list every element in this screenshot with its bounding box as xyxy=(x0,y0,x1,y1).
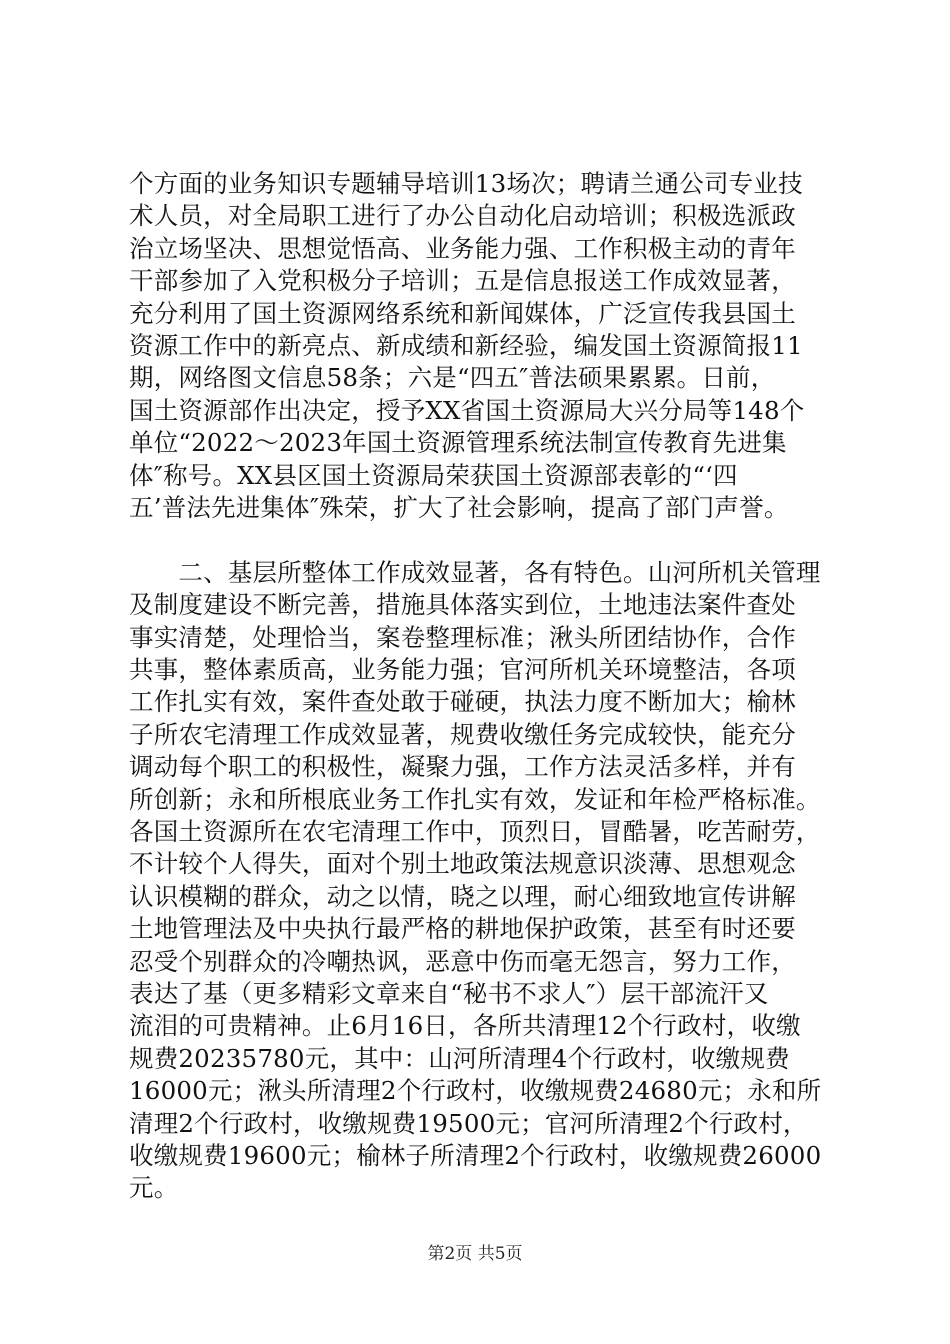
text-line: 工作扎实有效，案件查处敢于碰硬，执法力度不断加大；榆林 xyxy=(129,687,796,717)
text-line: 术人员，对全局职工进行了办公自动化启动培训；积极选派政 xyxy=(129,201,796,231)
text-line: 规费20235780元，其中：山河所清理4个行政村，收缴规费 xyxy=(129,1043,790,1073)
text-line: 表达了基（更多精彩文章来自“秘书不求人″）层干部流汗又 xyxy=(129,979,769,1008)
text-line: 16000元；湫头所清理2个行政村，收缴规费24680元；永和所 xyxy=(129,1076,822,1106)
text-line: 期，网络图文信息58条；六是“四五″普法硕果累累。日前， xyxy=(129,363,776,393)
text-line: 充分利用了国土资源网络系统和新闻媒体，广泛宣传我县国土 xyxy=(129,298,796,328)
text-line: 及制度建设不断完善，措施具体落实到位，土地违法案件查处 xyxy=(129,590,796,620)
text-line: 子所农宅清理工作成效显著，规费收缴任务完成较快，能充分 xyxy=(129,719,796,749)
text-line: 个方面的业务知识专题辅导培训13场次；聘请兰通公司专业技 xyxy=(129,169,803,198)
text-line: 五’普法先进集体″殊荣，扩大了社会影响，提高了部门声誉。 xyxy=(129,493,789,522)
text-line: 事实清楚，处理恰当，案卷整理标准；湫头所团结协作，合作 xyxy=(129,622,796,652)
text-line: 土地管理法及中央执行最严格的耕地保护政策，甚至有时还要 xyxy=(129,914,796,944)
page-footer: 第2页 共5页 xyxy=(427,1244,523,1264)
text-line: 干部参加了入党积极分子培训；五是信息报送工作成效显著， xyxy=(129,266,796,296)
text-line: 清理2个行政村，收缴规费19500元；官河所清理2个行政村， xyxy=(129,1108,808,1138)
text-line: 国土资源部作出决定，授予XX省国土资源局大兴分局等148个 xyxy=(129,395,805,425)
text-line: 单位“2022～2023年国土资源管理系统法制宣传教育先进集 xyxy=(129,428,787,458)
text-line: 所创新；永和所根底业务工作扎实有效，发证和年检严格标准。 xyxy=(129,784,821,814)
text-line: 元。 xyxy=(129,1173,179,1203)
text-line: 调动每个职工的积极性，凝聚力强，工作方法灵活多样，并有 xyxy=(129,752,796,782)
text-line: 收缴规费19600元；榆林子所清理2个行政村，收缴规费26000 xyxy=(129,1141,822,1170)
text-line: 各国土资源所在农宅清理工作中，顶烈日，冒酷暑，吃苦耐劳， xyxy=(129,817,821,846)
text-line: 流泪的可贵精神。止6月16日，各所共清理12个行政村，收缴 xyxy=(129,1011,801,1041)
text-line: 治立场坚决、思想觉悟高、业务能力强、工作积极主动的青年 xyxy=(129,233,796,263)
text-line: 资源工作中的新亮点、新成绩和新经验，编发国土资源简报11 xyxy=(129,331,803,360)
text-line: 共事，整体素质高，业务能力强；官河所机关环境整洁，各项 xyxy=(129,655,796,684)
paragraph-start-line: 二、基层所整体工作成效显著，各有特色。山河所机关管理 xyxy=(129,557,821,587)
text-line: 不计较个人得失，面对个别土地政策法规意识淡薄、思想观念 xyxy=(129,849,796,879)
text-line: 认识模糊的群众，动之以情，晓之以理，耐心细致地宣传讲解 xyxy=(129,881,796,911)
text-line: 体″称号。XX县区国土资源局荣获国土资源部表彰的“‘四 xyxy=(129,460,738,490)
text-line: 忍受个别群众的冷嘲热讽，恶意中伤而毫无怨言，努力工作， xyxy=(129,946,796,976)
